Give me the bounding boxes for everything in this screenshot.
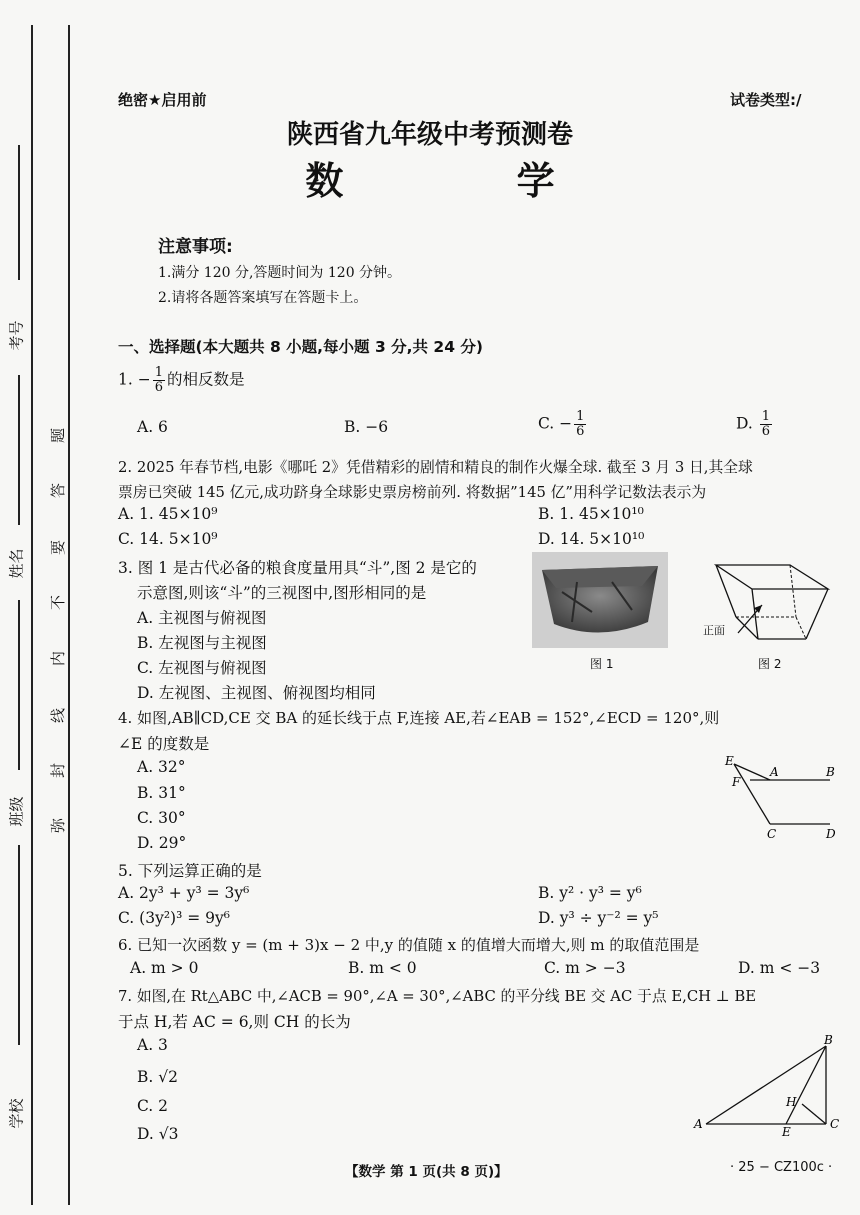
q1-stem (118, 366, 245, 395)
footer-code: · 25 − CZ100c · (730, 1160, 833, 1175)
q3-option-d: D. 左视图、主视图、俯视图均相同 (137, 684, 376, 702)
q6-option-d: D. m < −3 (738, 959, 821, 977)
notice-heading: 注意事项: (158, 237, 233, 257)
q7-option-a: A. 3 (137, 1036, 168, 1054)
seal-char: 弥 (49, 817, 68, 834)
q1-option-c: C. − $\frac{1}{6}$ (538, 409, 585, 439)
q7-option-d: D. √3 (137, 1125, 179, 1143)
q6-option-c: C. m > −3 (544, 959, 626, 977)
q1-suffix: 的相反数是 (166, 370, 245, 389)
q3-stem-line2: 示意图,则该“斗”的三视图中,图形相同的是 (137, 584, 427, 602)
subject-title: 数 学 (305, 159, 635, 203)
q7-option-b: B. √2 (137, 1068, 178, 1086)
q3-option-b: B. 左视图与主视图 (137, 634, 267, 652)
seal-char: 答 (49, 482, 68, 499)
seal-char: 题 (49, 427, 68, 444)
q4-label-c: C (767, 827, 777, 841)
q2-stem-line1: 2. 2025 年春节档,电影《哪吒 2》凭借精彩的剧情和精良的制作火爆全球. 截至 3 月 3 日,其全球 (118, 459, 753, 476)
q7-label-e: E (782, 1125, 791, 1139)
label-banji: 班级 (7, 796, 26, 827)
q4-option-b: B. 31° (137, 784, 186, 802)
q3-figure2-diagram (700, 555, 840, 655)
q1-option-b: B. −6 (344, 418, 389, 436)
q3-option-c: C. 左视图与俯视图 (137, 659, 267, 677)
field-line-banji (18, 600, 20, 770)
q1-option-a: A. 6 (137, 418, 168, 436)
q2-option-d: D. 14. 5×10¹⁰ (538, 530, 645, 548)
q6-option-a: A. m > 0 (130, 959, 199, 977)
q7-stem-line2: 于点 H,若 AC = 6,则 CH 的长为 (118, 1013, 351, 1031)
q4-option-c: C. 30° (137, 809, 186, 827)
q5-option-b: B. y² · y³ = y⁶ (538, 884, 642, 902)
q7-stem-line1: 7. 如图,在 Rt△ABC 中,∠ACB = 90°,∠A = 30°,∠ABC 的平分线 BE 交 AC 于点 E,CH ⊥ BE (118, 988, 757, 1005)
q5-option-c: C. (3y²)³ = 9y⁶ (118, 909, 230, 927)
q3-option-a: A. 主视图与俯视图 (137, 609, 267, 627)
exam-title: 陕西省九年级中考预测卷 (286, 120, 573, 150)
secret-mark: 绝密★启用前 (118, 91, 207, 109)
q7-diagram (690, 1032, 850, 1142)
q3-figure1-photo (532, 552, 668, 648)
q4-label-e: E (725, 754, 734, 768)
q3-front-label: 正面 (703, 624, 725, 637)
label-kaohao: 考号 (7, 320, 26, 351)
q4-label-b: B (826, 765, 835, 779)
q1-prefix: 1. − (118, 370, 151, 389)
paper-type: 试卷类型:/ (730, 91, 802, 109)
q5-stem: 5. 下列运算正确的是 (118, 862, 262, 880)
q3-fig1-caption: 图 1 (590, 657, 614, 671)
q2-stem-line2: 票房已突破 145 亿元,成功跻身全球影史票房榜前列. 将数据”145 亿”用科学记数法表示为 (118, 484, 707, 501)
seal-char: 要 (49, 539, 68, 556)
q7-label-h: H (786, 1095, 797, 1109)
field-line-xuexiao (18, 845, 20, 1045)
q1-fraction: $\frac{1}{6}$ (154, 365, 163, 395)
section-heading: 一、选择题(本大题共 8 小题,每小题 3 分,共 24 分) (118, 338, 483, 356)
q4-stem-line2: ∠E 的度数是 (118, 735, 210, 753)
q3-fig2-caption: 图 2 (758, 657, 782, 671)
label-xingming: 姓名 (7, 548, 26, 579)
field-line-xingming (18, 375, 20, 525)
seal-char: 内 (49, 650, 68, 667)
q7-label-b: B (824, 1033, 833, 1047)
q2-option-b: B. 1. 45×10¹⁰ (538, 505, 644, 523)
q4-label-a: A (770, 765, 779, 779)
q4-diagram (722, 752, 842, 842)
q7-label-c: C (830, 1117, 840, 1131)
q4-stem-line1: 4. 如图,AB∥CD,CE 交 BA 的延长线于点 F,连接 AE,若∠EAB = 152°,∠ECD = 120°,则 (118, 709, 720, 727)
q4-label-f: F (732, 775, 741, 789)
q1-option-d: D. $\frac{1}{6}$ (736, 409, 771, 439)
notice-item: 1.满分 120 分,答题时间为 120 分钟。 (158, 265, 402, 281)
q3-stem-line1: 3. 图 1 是古代必备的粮食度量用具“斗”,图 2 是它的 (118, 559, 477, 577)
notice-item: 2.请将各题答案填写在答题卡上。 (158, 290, 368, 306)
q2-option-a: A. 1. 45×10⁹ (118, 505, 218, 523)
seal-char: 不 (49, 594, 68, 611)
q2-option-c: C. 14. 5×10⁹ (118, 530, 218, 548)
q4-label-d: D (826, 827, 836, 841)
q6-stem: 6. 已知一次函数 y = (m + 3)x − 2 中,y 的值随 x 的值增大而增大,则 m 的取值范围是 (118, 936, 700, 954)
footer-page: 【数学 第 1 页(共 8 页)】 (345, 1164, 508, 1180)
q7-option-c: C. 2 (137, 1097, 169, 1115)
q5-option-d: D. y³ ÷ y⁻² = y⁵ (538, 909, 659, 927)
q4-option-a: A. 32° (137, 758, 186, 776)
q4-option-d: D. 29° (137, 834, 187, 852)
seal-char: 封 (49, 762, 68, 779)
q6-option-b: B. m < 0 (348, 959, 417, 977)
label-xuexiao: 学校 (7, 1098, 26, 1129)
q7-label-a: A (694, 1117, 703, 1131)
q5-option-a: A. 2y³ + y³ = 3y⁶ (118, 884, 250, 902)
seal-char: 线 (49, 707, 68, 724)
